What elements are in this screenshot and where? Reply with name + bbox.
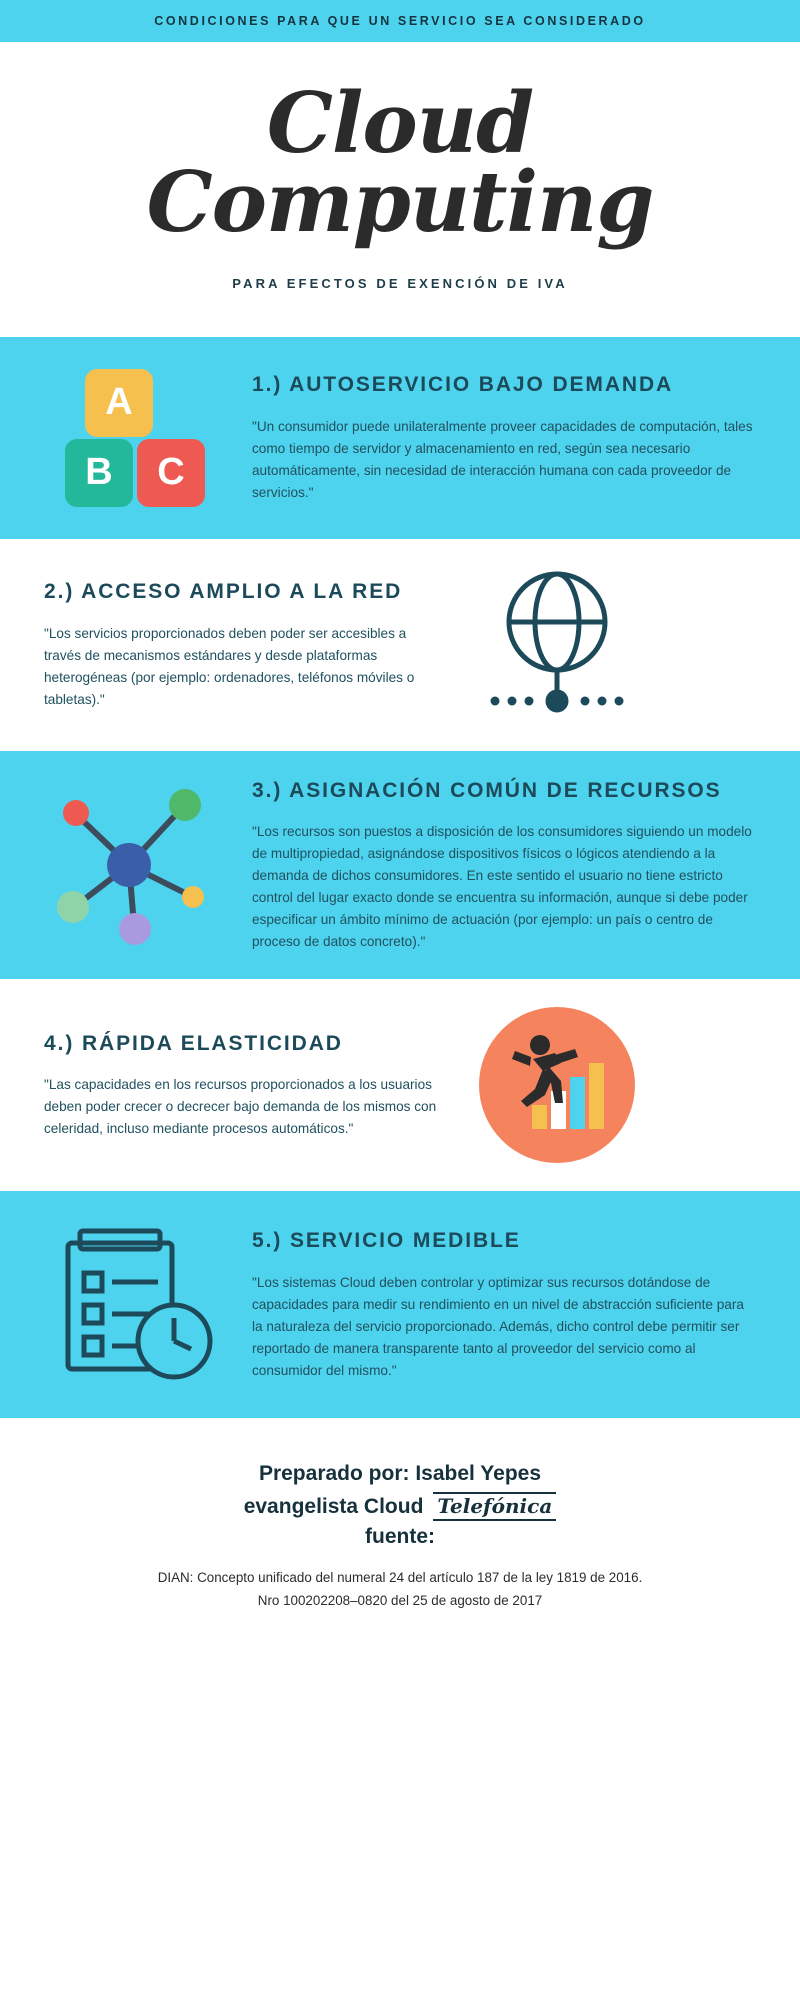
section-4-body: "Las capacidades en los recursos proporcionados a los usuarios deben poder crecer o decrecer bajo demanda de los mismos con celeridad, incluso mediante procesos automáticos." <box>44 1077 437 1137</box>
abc-blocks-icon <box>44 363 234 513</box>
section-5 <box>0 1191 800 1418</box>
telefonica-logo: Telefónica <box>433 1492 556 1521</box>
source-line-1: DIAN: Concepto unificado del numeral 24 del artículo 187 de la ley 1819 de 2016. <box>157 1570 643 1586</box>
block-dot <box>163 393 173 403</box>
section-4-text <box>44 1030 444 1140</box>
node-cluster-icon <box>44 777 234 952</box>
section-2-title: 2.) ACCESO AMPLIO A LA RED <box>44 580 403 604</box>
runner-chart-icon <box>462 1005 652 1165</box>
prepared-by: Preparado por: Isabel Yepes <box>258 1462 542 1486</box>
footer-brand-row <box>244 1491 557 1524</box>
banner-eyebrow: CONDICIONES PARA QUE UN SERVICIO SEA CONSIDERADO <box>154 14 646 28</box>
top-banner <box>0 0 800 42</box>
title-block <box>0 42 800 337</box>
section-1 <box>0 337 800 539</box>
block-b: B <box>65 439 133 507</box>
section-1-title: 1.) AUTOSERVICIO BAJO DEMANDA <box>252 373 674 397</box>
section-2 <box>0 539 800 751</box>
author-role: evangelista Cloud <box>243 1494 424 1518</box>
page-title: Cloud Computing <box>146 74 654 251</box>
clipboard-clock-icon <box>44 1217 234 1392</box>
source-line-2: Nro 100202208–0820 del 25 de agosto de 2017 <box>257 1593 543 1608</box>
section-4 <box>0 979 800 1191</box>
section-3-text <box>252 777 756 953</box>
section-1-text <box>252 371 756 503</box>
section-5-title: 5.) SERVICIO MEDIBLE <box>252 1229 521 1253</box>
section-3-title: 3.) ASIGNACIÓN COMÚN DE RECURSOS <box>252 778 722 802</box>
block-a: A <box>85 369 153 437</box>
block-c: C <box>137 439 205 507</box>
section-2-body: "Los servicios proporcionados deben poder ser accesibles a través de mecanismos estándares y desde plataformas heterogéneas (por ejemplo: ordenadores, teléfonos móviles o tabletas)." <box>44 625 415 707</box>
section-2-text <box>44 578 444 710</box>
section-3-body: "Los recursos son puestos a disposición de los consumidores siguiendo un modelo de multipropiedad, asignándose dispositivos físicos o lógicos atendiendo a la demanda de dichos consumidores. En este sentido el usuario no tiene estricto control del lugar exacto donde se encuentra su información, aunque si debe poder especificar un ámbito mínimo de actuación (por ejemplo: un país o centro de proceso de datos concreto)." <box>252 824 752 950</box>
section-1-body: "Un consumidor puede unilateralmente proveer capacidades de computación, tales como tiempo de servidor y almacenamiento en red, según sea necesario automáticamente, sin necesidad de interacción humana con cada proveedor de servicios." <box>252 418 753 500</box>
globe-network-icon <box>462 565 652 725</box>
page-subtitle: PARA EFECTOS DE EXENCIÓN DE IVA <box>232 275 568 291</box>
section-5-body: "Los sistemas Cloud deben controlar y optimizar sus recursos dotándose de capacidades para medir su rendimiento en un nivel de abstracción suficiente para la naturaleza del servicio proporcionado. Además, dicho control debe permitir ser reportado de manera transparente tanto al proveedor del servicio como al consumidor del mismo." <box>252 1274 744 1378</box>
section-3 <box>0 751 800 979</box>
source-label: fuente: <box>365 1525 435 1549</box>
section-5-text <box>252 1227 756 1381</box>
footer <box>0 1418 800 1647</box>
block-dot <box>163 411 173 421</box>
section-4-title: 4.) RÁPIDA ELASTICIDAD <box>44 1031 343 1055</box>
